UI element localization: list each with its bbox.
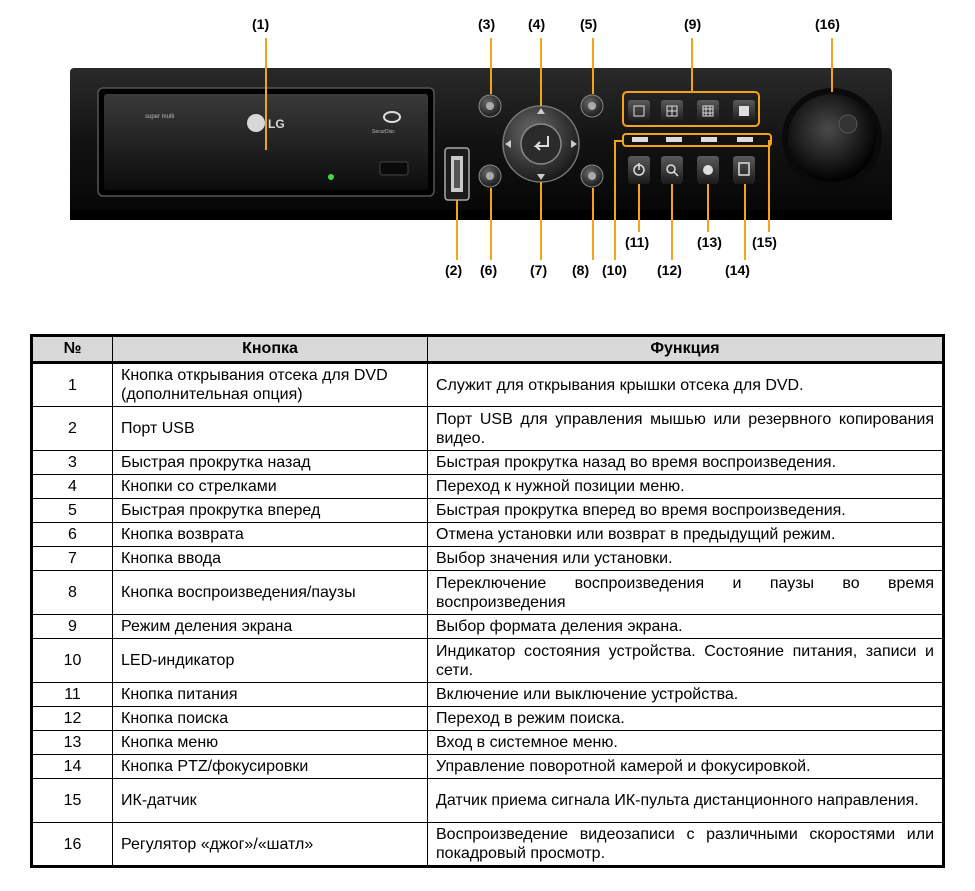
table-row <box>32 571 944 615</box>
split-9-icon <box>697 100 719 122</box>
table-row <box>32 639 944 683</box>
return-button-icon <box>479 165 501 187</box>
callout-8: (8) <box>572 262 590 278</box>
forward-button-icon <box>581 95 603 117</box>
row-button-cell: Кнопка меню <box>113 731 428 755</box>
leader-line <box>707 184 709 232</box>
row-function-cell: Выбор формата деления экрана. <box>428 615 944 639</box>
row-number-cell: 3 <box>32 451 113 475</box>
row-button-cell: Порт USB <box>113 407 428 451</box>
svg-text:SecurDisc: SecurDisc <box>372 129 395 135</box>
split-4-icon <box>661 100 683 122</box>
row-button-cell: Кнопка PTZ/фокусировки <box>113 755 428 779</box>
row-button-cell: Кнопка питания <box>113 683 428 707</box>
leader-line <box>490 38 492 94</box>
row-function-cell: Отмена установки или возврат в предыдущий режим. <box>428 523 944 547</box>
leader-line <box>638 184 640 232</box>
usb-port-icon <box>445 148 469 200</box>
row-button-cell: Быстрая прокрутка вперед <box>113 499 428 523</box>
leader-line <box>490 188 492 260</box>
ptz-icon <box>733 156 755 184</box>
row-number-cell: 12 <box>32 707 113 731</box>
row-function-cell: Включение или выключение устройства. <box>428 683 944 707</box>
callout-9: (9) <box>684 16 702 32</box>
header-number: № <box>32 336 113 363</box>
menu-icon <box>697 156 719 184</box>
row-function-cell: Порт USB для управления мышью или резервного копирования видео. <box>428 407 944 451</box>
row-button-cell: Режим деления экрана <box>113 615 428 639</box>
row-number-cell: 9 <box>32 615 113 639</box>
row-function-cell: Быстрая прокрутка назад во время воспроизведения. <box>428 451 944 475</box>
search-icon <box>661 156 683 184</box>
callout-16: (16) <box>815 16 840 32</box>
leader-line <box>592 38 594 94</box>
row-function-cell: Индикатор состояния устройства. Состояние питания, записи и сети. <box>428 639 944 683</box>
table-row <box>32 499 944 523</box>
callout-11: (11) <box>625 234 650 250</box>
callout-3: (3) <box>478 16 496 32</box>
header-function: Функция <box>428 336 944 363</box>
leader-line <box>831 38 833 92</box>
rewind-button-icon <box>479 95 501 117</box>
row-number-cell: 15 <box>32 779 113 823</box>
split-1-icon <box>628 100 650 122</box>
svg-text:LG: LG <box>268 117 285 131</box>
row-number-cell: 11 <box>32 683 113 707</box>
split-16-icon <box>733 100 755 122</box>
svg-text:super multi: super multi <box>145 114 175 120</box>
leader-line <box>614 140 616 260</box>
callout-12: (12) <box>657 262 682 278</box>
row-number-cell: 13 <box>32 731 113 755</box>
row-function-cell: Переход к нужной позиции меню. <box>428 475 944 499</box>
row-button-cell: Кнопки со стрелками <box>113 475 428 499</box>
row-button-cell: Кнопка ввода <box>113 547 428 571</box>
callout-15: (15) <box>752 234 777 250</box>
table-row <box>32 615 944 639</box>
table-row <box>32 363 944 407</box>
callout-1: (1) <box>252 16 270 32</box>
table-body <box>32 363 944 867</box>
table-header-row <box>32 336 944 363</box>
leader-line <box>614 140 624 142</box>
leader-line <box>456 200 458 260</box>
row-function-cell: Переключение воспроизведения и паузы во время воспроизведения <box>428 571 944 615</box>
leader-line <box>265 38 267 150</box>
table-row <box>32 407 944 451</box>
button-function-table <box>30 334 945 868</box>
row-function-cell: Воспроизведение видеозаписи с различными скоростями или покадровый просмотр. <box>428 823 944 867</box>
row-number-cell: 14 <box>32 755 113 779</box>
play-pause-button-icon <box>581 165 603 187</box>
leader-line <box>540 182 542 260</box>
row-number-cell: 6 <box>32 523 113 547</box>
callout-6: (6) <box>480 262 498 278</box>
row-button-cell: LED-индикатор <box>113 639 428 683</box>
leader-line <box>691 38 693 92</box>
table-row <box>32 779 944 823</box>
table-row <box>32 547 944 571</box>
table-row <box>32 755 944 779</box>
row-button-cell: ИК-датчик <box>113 779 428 823</box>
callout-10: (10) <box>602 262 627 278</box>
row-function-cell: Быстрая прокрутка вперед во время воспроизведения. <box>428 499 944 523</box>
header-button: Кнопка <box>113 336 428 363</box>
power-icon <box>628 156 650 184</box>
row-number-cell: 8 <box>32 571 113 615</box>
row-function-cell: Вход в системное меню. <box>428 731 944 755</box>
callout-4: (4) <box>528 16 546 32</box>
callout-5: (5) <box>580 16 598 32</box>
row-button-cell: Кнопка открывания отсека для DVD (дополнительная опция) <box>113 363 428 407</box>
row-number-cell: 2 <box>32 407 113 451</box>
row-button-cell: Быстрая прокрутка назад <box>113 451 428 475</box>
table-row <box>32 475 944 499</box>
row-button-cell: Кнопка поиска <box>113 707 428 731</box>
device-front-panel-figure <box>0 0 975 300</box>
table-row <box>32 451 944 475</box>
table-row <box>32 523 944 547</box>
row-number-cell: 1 <box>32 363 113 407</box>
table-row <box>32 731 944 755</box>
nav-ring-icon <box>503 106 579 182</box>
leader-line <box>744 184 746 260</box>
leader-line <box>671 184 673 260</box>
row-function-cell: Служит для открывания крышки отсека для DVD. <box>428 363 944 407</box>
row-number-cell: 10 <box>32 639 113 683</box>
row-button-cell: Регулятор «джог»/«шатл» <box>113 823 428 867</box>
leader-line <box>768 140 770 232</box>
callout-7: (7) <box>530 262 548 278</box>
row-number-cell: 16 <box>32 823 113 867</box>
callout-14: (14) <box>725 262 750 278</box>
table-row <box>32 823 944 867</box>
front-panel-drawing <box>0 0 975 300</box>
jog-shuttle-icon <box>782 88 882 188</box>
row-function-cell: Переход в режим поиска. <box>428 707 944 731</box>
table-row <box>32 683 944 707</box>
row-function-cell: Выбор значения или установки. <box>428 547 944 571</box>
row-number-cell: 5 <box>32 499 113 523</box>
table-row <box>32 707 944 731</box>
row-number-cell: 7 <box>32 547 113 571</box>
row-button-cell: Кнопка возврата <box>113 523 428 547</box>
row-function-cell: Датчик приема сигнала ИК-пульта дистанционного направления. <box>428 779 944 823</box>
row-number-cell: 4 <box>32 475 113 499</box>
row-button-cell: Кнопка воспроизведения/паузы <box>113 571 428 615</box>
callout-13: (13) <box>697 234 722 250</box>
leader-line <box>540 38 542 106</box>
leader-line <box>592 188 594 260</box>
row-function-cell: Управление поворотной камерой и фокусировкой. <box>428 755 944 779</box>
callout-2: (2) <box>445 262 463 278</box>
